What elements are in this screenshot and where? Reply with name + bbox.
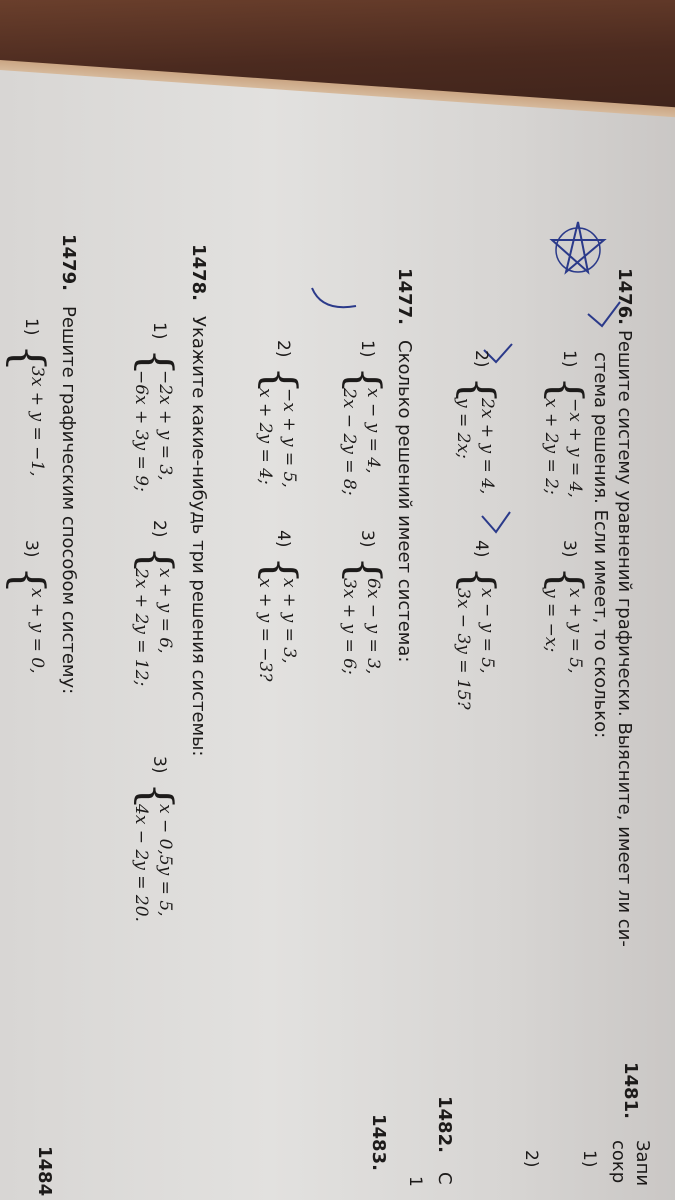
p1477-item2-eq1: −x + y = 5, <box>279 388 299 488</box>
system-brace: { <box>130 546 181 574</box>
system-brace: { <box>130 782 181 810</box>
problem-1478-text: Укажите какие-нибудь три решения системы: <box>188 316 209 757</box>
p1478-item3-eq2: 4x − 2y = 20. <box>131 804 151 922</box>
system-brace: { <box>540 566 591 594</box>
right-column-fragment: 2) <box>521 1150 541 1168</box>
system-brace: { <box>254 366 305 394</box>
right-column-fragment: 1 <box>405 1176 425 1187</box>
system-brace: { <box>540 376 591 404</box>
p1476-item4-label: 4) <box>471 540 491 558</box>
problem-1479-number: 1479. <box>58 234 79 291</box>
p1477-item3-label: 3) <box>357 530 377 548</box>
problem-1481-number: 1481. <box>620 1062 641 1119</box>
p1476-item2-eq2: y = 2x; <box>453 398 473 459</box>
system-brace: { <box>338 366 389 394</box>
problem-1478-number: 1478. <box>188 244 209 301</box>
system-brace: { <box>130 348 181 376</box>
p1476-item2-label: 2) <box>471 350 491 368</box>
problem-1476-text-cont: стема решения. Если имеет, то сколько: <box>590 352 611 739</box>
p1476-item1-eq2: x + 2y = 2; <box>541 398 561 495</box>
p1478-item2-eq2: 2x + 2y = 12; <box>131 568 151 687</box>
p1476-item1-label: 1) <box>559 350 579 368</box>
right-column-fragment: Запи <box>632 1140 653 1187</box>
p1477-item4-eq2: x + y = −3? <box>255 578 275 682</box>
problem-1477-number: 1477. <box>394 268 415 325</box>
p1476-item3-eq1: x + y = 5, <box>565 588 585 674</box>
p1477-item1-eq1: x − y = 4, <box>363 388 383 474</box>
p1477-item2-eq2: x + 2y = 4; <box>255 388 275 485</box>
right-column-fragment: сокр <box>608 1140 629 1184</box>
p1476-item3-eq2: y = −x; <box>541 588 561 653</box>
system-brace: { <box>2 344 53 372</box>
p1478-item3-eq1: x − 0,5y = 5, <box>155 804 175 917</box>
p1477-item3-eq1: 6x − y = 3, <box>363 578 383 675</box>
p1477-item3-eq2: 3x + y = 6; <box>339 578 359 675</box>
p1476-item4-eq2: 3x − 3y = 15? <box>453 588 473 710</box>
p1479-item1-label: 1) <box>21 318 41 336</box>
p1476-item3-label: 3) <box>559 540 579 558</box>
system-brace: { <box>452 566 503 594</box>
p1476-item2-eq1: 2x + y = 4, <box>477 398 497 495</box>
p1477-item1-eq2: 2x − 2y = 8; <box>339 388 359 496</box>
system-brace: { <box>338 556 389 584</box>
p1478-item2-label: 2) <box>149 520 169 538</box>
p1477-item1-label: 1) <box>357 340 377 358</box>
right-column-fragment: 1) <box>579 1150 599 1168</box>
p1476-item4-eq1: x − y = 5, <box>477 588 497 674</box>
right-column-fragment: С <box>434 1172 455 1185</box>
system-brace: { <box>254 556 305 584</box>
system-brace: { <box>2 566 53 594</box>
p1478-item1-eq1: −2x + y = 3, <box>155 370 175 481</box>
p1478-item3-label: 3) <box>149 756 169 774</box>
p1479-item1-eq1: 3x + y = −1, <box>27 366 47 477</box>
p1477-item2-label: 2) <box>273 340 293 358</box>
problem-1482-number: 1482. <box>434 1096 455 1153</box>
system-brace: { <box>452 376 503 404</box>
problem-1479-text: Решите графическим способом систему: <box>58 306 79 695</box>
p1478-item2-eq1: x + y = 6, <box>155 568 175 654</box>
problem-1484-number: 1484 <box>34 1146 55 1197</box>
p1479-item3-label: 3) <box>21 540 41 558</box>
p1479-item3-eq1: x + y = 0, <box>27 588 47 674</box>
p1477-item4-eq1: x + y = 3, <box>279 578 299 664</box>
problem-1483-number: 1483. <box>368 1114 389 1171</box>
p1478-item1-label: 1) <box>149 322 169 340</box>
problem-1477-text: Сколько решений имеет система: <box>394 340 415 663</box>
p1477-item4-label: 4) <box>273 530 293 548</box>
p1476-item1-eq1: −x + y = 4, <box>565 398 585 498</box>
problem-1476-text: Решите систему уравнений графически. Выясните, имеет ли си- <box>614 330 635 947</box>
problem-1476-number: 1476. <box>614 268 635 325</box>
p1478-item1-eq2: −6x + 3y = 9; <box>131 370 151 492</box>
